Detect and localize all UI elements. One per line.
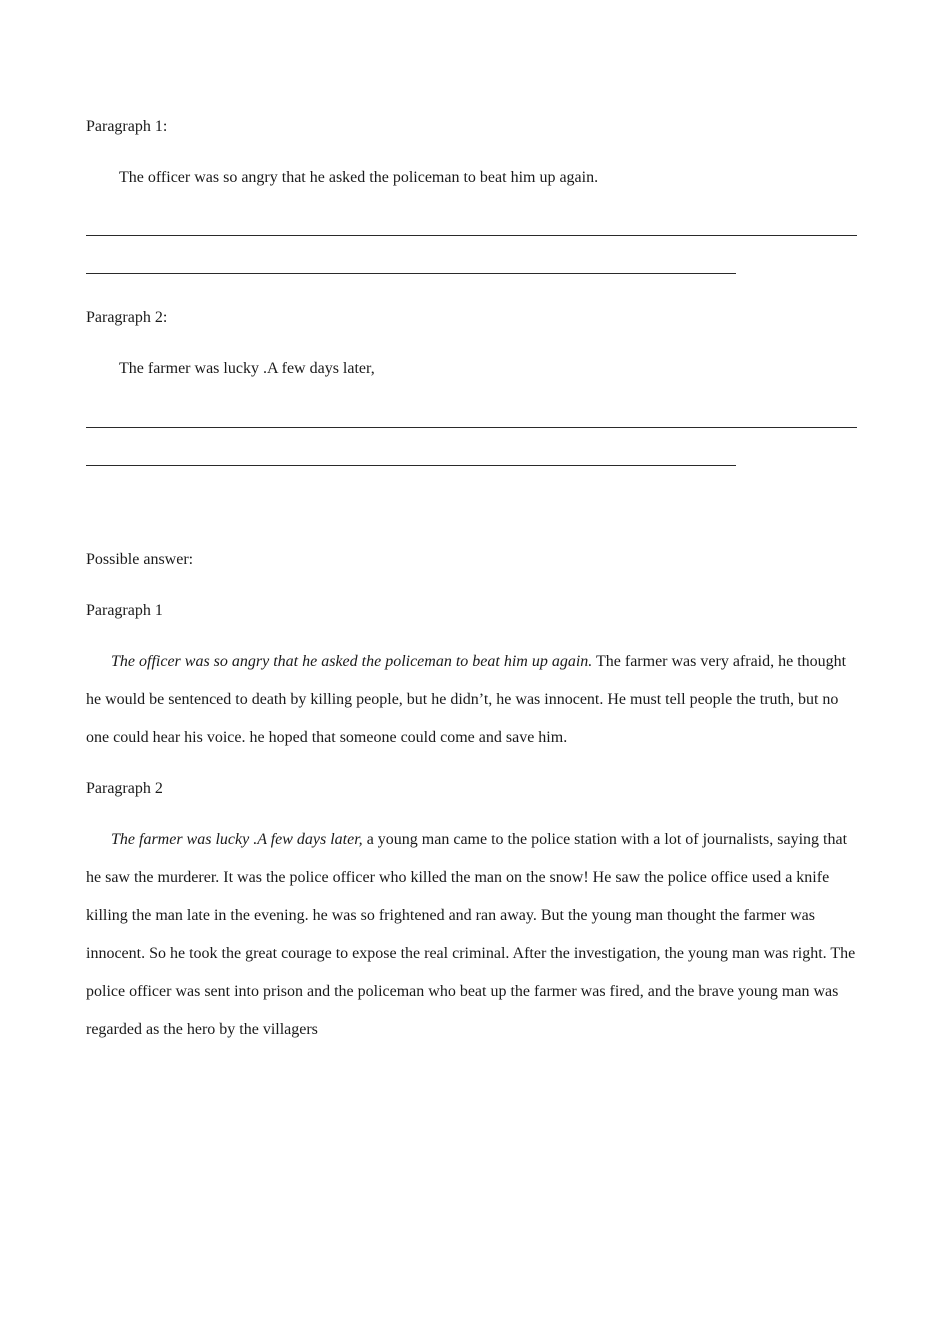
answer-line-3 xyxy=(86,427,857,428)
answer-paragraph1-label: Paragraph 1 xyxy=(86,602,163,619)
answer-paragraph1-text xyxy=(86,643,861,757)
answer-paragraph2-body: a young man came to the police station with a lot of journalists, saying that he saw the murderer. It was the police officer who killed the man on the snow! He saw the police office used a knife killing the man late in the evening. he was so frightened and ran away. But the young man thought the farmer was innocent. So he took the great courage to expose the real criminal. After the investigation, the young man was right. The police officer was sent into prison and the policeman who beat up the farmer was fired, and the brave young man was regarded as the hero by the villagers xyxy=(86,831,856,1038)
exercise-paragraph1-label: Paragraph 1: xyxy=(86,118,168,135)
answer-paragraph2-label: Paragraph 2 xyxy=(86,780,163,797)
exercise-paragraph1-prompt: The officer was so angry that he asked the policeman to beat him up again. xyxy=(119,169,599,186)
exercise-paragraph2-label: Paragraph 2: xyxy=(86,309,168,326)
exercise-paragraph2-prompt: The farmer was lucky .A few days later, xyxy=(119,360,375,377)
answer-line-4 xyxy=(86,465,736,466)
answer-line-1 xyxy=(86,235,857,236)
answer-paragraph2-text xyxy=(86,821,861,1049)
answer-paragraph1-lead: The officer was so angry that he asked the policeman to beat him up again. xyxy=(111,653,593,670)
possible-answer-heading: Possible answer: xyxy=(86,551,194,568)
answer-paragraph2-lead: The farmer was lucky .A few days later, xyxy=(111,831,363,848)
answer-paragraph1-body: The farmer was very afraid, he thought he would be sentenced to death by killing people, but he didn’t, he was innocent. He must tell people the truth, but no one could hear his voice. he hoped that someone could come and save him. xyxy=(86,653,847,746)
answer-line-2 xyxy=(86,273,736,274)
